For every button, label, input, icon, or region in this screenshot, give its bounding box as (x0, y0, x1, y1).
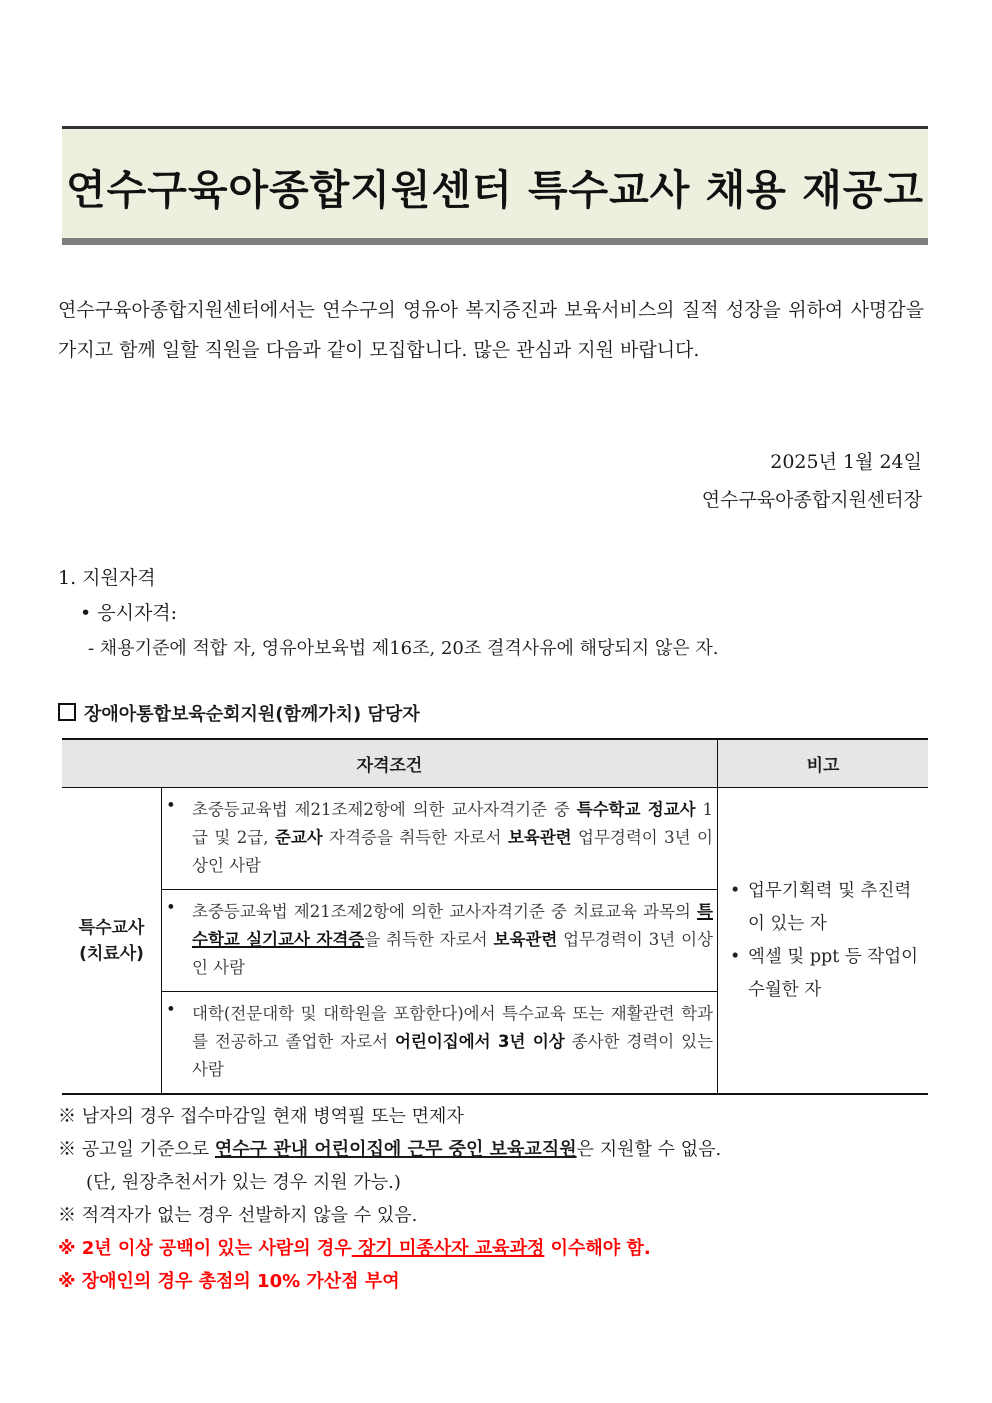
note-cell (718, 788, 929, 1095)
announcement-date: 2025년 1월 24일 (770, 451, 922, 473)
position-heading (58, 700, 420, 726)
eligibility-bullet: • 응시자격: (80, 602, 178, 624)
bullet-icon: • (166, 796, 176, 815)
page-title: 연수구육아종합지원센터 특수교사 채용 재공고 (66, 166, 924, 214)
footnotes (58, 1100, 938, 1298)
bullet-icon: • (730, 946, 741, 967)
table-header-row (62, 739, 928, 788)
category-line2: (치료사) (79, 943, 144, 964)
title-banner-shadow (62, 238, 928, 245)
category-line1: 특수교사 (78, 917, 145, 938)
criterion-text-2: 초중등교육법 제21조제2항에 의한 교사자격기준 중 치료교육 과목의 특수학교 실기교사 자격증을 취득한 자로서 보육관련 업무경력이 3년 이상인 사람 (192, 902, 713, 977)
title-banner (62, 126, 928, 238)
table-row (62, 788, 928, 890)
note-item: • 엑셀 및 ppt 등 작업이 수월한 자 (730, 941, 920, 1007)
footnote-current-staff: ※ 공고일 기준으로 연수구 관내 어린이집에 근무 중인 보육교직원은 지원할 수 없음. (58, 1139, 722, 1160)
footnote-military: ※ 남자의 경우 접수마감일 현재 병역필 또는 면제자 (58, 1106, 464, 1127)
eligibility-detail: - 채용기준에 적합 자, 영유아보육법 제16조, 20조 결격사유에 해당되지 않은 자. (88, 638, 719, 659)
position-title: 장애아통합보육순회지원(함께가치) 담당자 (84, 704, 420, 725)
footnote-exception: (단, 원장추천서가 있는 경우 지원 가능.) (86, 1172, 401, 1193)
bullet-icon: • (166, 898, 176, 917)
intro-paragraph: 연수구육아종합지원센터에서는 연수구의 영유아 복지증진과 보육서비스의 질적 성장을 위하여 사명감을 가지고 함께 일할 직원을 다음과 같이 모집합니다. 많은 관심과 지원 바랍니다. (58, 299, 924, 361)
bullet-icon: • (166, 1000, 176, 1019)
category-cell (62, 788, 162, 1095)
note-item: • 업무기획력 및 추진력이 있는 자 (730, 875, 920, 941)
criterion-cell-3 (162, 992, 718, 1095)
footnote-no-selection: ※ 적격자가 없는 경우 선발하지 않을 수 있음. (58, 1205, 418, 1226)
qualification-table (62, 738, 928, 1095)
bullet-icon: • (730, 880, 741, 901)
checkbox-square-icon (58, 703, 76, 721)
header-qualification: 자격조건 (62, 739, 718, 788)
criterion-cell-2 (162, 890, 718, 992)
criterion-text-1: 초중등교육법 제21조제2항에 의한 교사자격기준 중 특수학교 정교사 1급 및 2급, 준교사 자격증을 취득한 자로서 보육관련 업무경력이 3년 이상인 사람 (192, 800, 713, 875)
signer: 연수구육아종합지원센터장 (701, 489, 922, 511)
section-heading-eligibility: 1. 지원자격 (58, 567, 156, 589)
footnote-training-required: ※ 2년 이상 공백이 있는 사람의 경우 장기 미종사자 교육과정 이수해야 함. (58, 1238, 651, 1259)
criterion-text-3: 대학(전문대학 및 대학원을 포함한다)에서 특수교육 또는 재활관련 학과를 전공하고 졸업한 자로서 어린이집에서 3년 이상 종사한 경력이 있는 사람 (192, 1004, 714, 1079)
criterion-cell-1 (162, 788, 718, 890)
footnote-disability-bonus: ※ 장애인의 경우 총점의 10% 가산점 부여 (58, 1271, 400, 1292)
header-note: 비고 (718, 739, 929, 788)
